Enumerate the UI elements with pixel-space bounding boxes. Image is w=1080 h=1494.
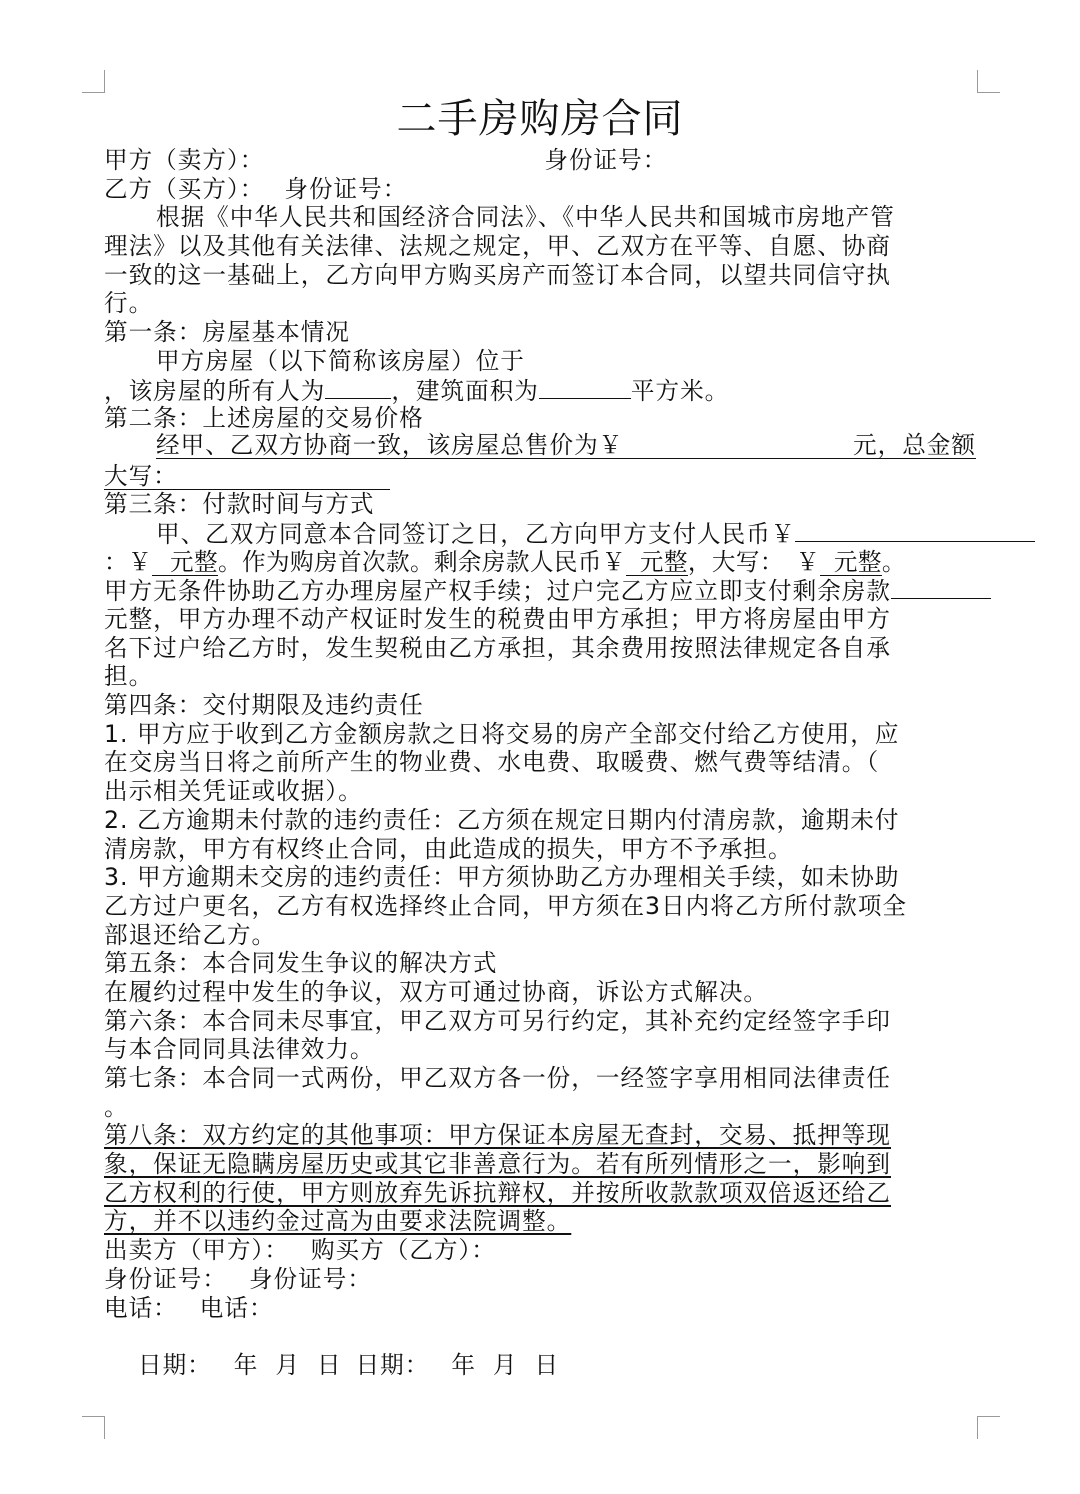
article5-heading: 第五条：本合同发生争议的解决方式 xyxy=(104,949,498,978)
article2-amount-words: 大写： xyxy=(104,464,390,490)
article3-amount-a: 元整 xyxy=(152,550,218,576)
article7-line: 第七条：本合同一式两份，甲乙双方各一份，一经签字享用相同法律责任 xyxy=(104,1064,891,1092)
article1-owner-label: ，该房屋的所有人为 xyxy=(104,376,326,405)
article2-price-underlined xyxy=(156,430,976,459)
signature-buyer-date-label: 日期： xyxy=(355,1350,430,1379)
area-blank xyxy=(539,376,631,399)
article4-line: 在交房当日将之前所产生的物业费、水电费、取暖费、燃气费等结清。（ xyxy=(104,748,880,777)
article2-line xyxy=(104,462,1080,491)
seller-label: 甲方（卖方）： xyxy=(104,146,265,174)
buyer-line xyxy=(104,175,1080,204)
signature-buyer-id-label: 身份证号： xyxy=(248,1264,372,1293)
signature-phone-line xyxy=(104,1294,1080,1323)
article3-symbol: ：￥ xyxy=(104,547,152,576)
signature-seller-date-label: 日期： xyxy=(138,1350,212,1379)
article3-line xyxy=(104,548,1080,577)
article4-line: 清房款，甲方有权终止合同，由此造成的损失，甲方不予承担。 xyxy=(104,834,793,863)
signature-party-line xyxy=(104,1236,1080,1265)
article3-transfer: 甲方无条件协助乙方办理房屋产权手续；过户完乙方应立即支付剩余房款 xyxy=(104,577,891,606)
signature-buyer-phone-label: 电话： xyxy=(199,1293,274,1322)
contract-body xyxy=(104,146,1080,1379)
signature-id-line xyxy=(104,1265,1080,1294)
article3-first-payment: 甲、乙双方同意本合同签订之日，乙方向甲方支付人民币￥ xyxy=(156,519,796,548)
signature-seller-date: 年 月 日 xyxy=(233,1350,342,1379)
article3-amount-b: 元整 xyxy=(626,550,688,576)
first-payment-blank xyxy=(795,519,1035,542)
document-title: 二手房购房合同 xyxy=(396,96,684,142)
buyer-label: 乙方（买方）： xyxy=(104,174,265,203)
article3-line xyxy=(104,519,1080,548)
article1-area-label: ，建筑面积为 xyxy=(391,376,539,405)
article7-line: 。 xyxy=(104,1092,129,1121)
article8-line: 乙方权利的行使，甲方则放弃先诉抗辩权，并按所收款款项双倍返还给乙 xyxy=(104,1178,891,1207)
article5-line: 在履约过程中发生的争议，双方可通过协商，诉讼方式解决。 xyxy=(104,977,769,1006)
article4-line: 2. 乙方逾期未付款的违约责任：乙方须在规定日期内付清房款，逾期未付 xyxy=(104,805,900,834)
article3-heading: 第三条：付款时间与方式 xyxy=(104,490,375,519)
article3-remaining: 。作为购房首次款。剩余房款人民币￥ xyxy=(218,547,626,576)
signature-seller-label: 出卖方（甲方）： xyxy=(104,1236,289,1265)
article3-symbol-b: ￥ xyxy=(795,547,820,576)
article8-line: 象，保证无隐瞒房屋历史或其它非善意行为。若有所列情形之一，影响到 xyxy=(104,1150,891,1179)
article2-heading: 第二条：上述房屋的交易价格 xyxy=(104,404,424,433)
article3-line: 名下过户给乙方时，发生契税由乙方承担，其余费用按照法律规定各自承 xyxy=(104,633,891,662)
signature-seller-phone-label: 电话： xyxy=(104,1293,178,1322)
signature-seller-id-label: 身份证号： xyxy=(104,1264,227,1293)
signature-buyer-date: 年 月 日 xyxy=(451,1350,560,1379)
article3-period: 。 xyxy=(881,547,906,576)
article4-line: 3. 甲方逾期未交房的违约责任：甲方须协助乙方办理相关手续，如未协助 xyxy=(104,863,900,892)
remaining-blank xyxy=(891,576,991,599)
buyer-id-label: 身份证号： xyxy=(284,174,408,203)
crop-mark-top-right xyxy=(977,70,1000,93)
signature-buyer-label: 购买方（乙方）： xyxy=(310,1236,496,1265)
article1-heading: 第一条：房屋基本情况 xyxy=(104,318,350,347)
article1-area-unit: 平方米。 xyxy=(630,376,730,405)
article2-total-label: 元，总金额 xyxy=(853,430,976,459)
article2-price-label: 经甲、乙双方协商一致，该房屋总售价为￥ xyxy=(156,430,624,459)
preamble-line: 一致的这一基础上，乙方向甲方购买房产而签订本合同，以望共同信守执 xyxy=(104,260,891,289)
preamble-line: 行。 xyxy=(104,289,154,318)
article1-line: 甲方房屋（以下简称该房屋）位于 xyxy=(156,346,525,375)
owner-blank xyxy=(325,376,391,399)
article3-line xyxy=(104,576,1080,605)
article4-line: 乙方过户更名，乙方有权选择终止合同，甲方须在3日内将乙方所付款项全 xyxy=(104,891,908,920)
article4-line: 出示相关凭证或收据）。 xyxy=(104,777,363,806)
article3-line: 元整，甲方办理不动产权证时发生的税费由甲方承担；甲方将房屋由甲方 xyxy=(104,605,891,633)
article3-amount-c: 元整 xyxy=(820,550,882,576)
article6-line: 与本合同同具法律效力。 xyxy=(104,1035,375,1064)
article3-line: 担。 xyxy=(104,662,154,691)
article4-heading: 第四条：交付期限及违约责任 xyxy=(104,691,424,720)
preamble-line: 根据《中华人民共和国经济合同法》、《中华人民共和国城市房地产管 xyxy=(156,203,895,232)
article8-line: 方，并不以违约金过高为由要求法院调整。 xyxy=(104,1207,572,1236)
article3-words-label: ，大写： xyxy=(687,547,784,576)
article8-line: 第八条：双方约定的其他事项：甲方保证本房屋无查封，交易、抵押等现 xyxy=(104,1121,891,1150)
preamble-line: 理法》以及其他有关法律、法规之规定，甲、乙双方在平等、自愿、协商 xyxy=(104,232,891,261)
article1-line xyxy=(104,376,1080,405)
signature-date-line xyxy=(104,1322,1080,1379)
seller-line xyxy=(104,146,1080,175)
article4-line: 部退还给乙方。 xyxy=(104,920,277,949)
crop-mark-bottom-left xyxy=(82,1416,105,1439)
article6-line: 第六条：本合同未尽事宜，甲乙双方可另行约定，其补充约定经签字手印 xyxy=(104,1006,891,1035)
seller-id-label: 身份证号： xyxy=(544,146,668,174)
article4-line: 1. 甲方应于收到乙方金额房款之日将交易的房产全部交付给乙方使用，应 xyxy=(104,719,900,748)
crop-mark-top-left xyxy=(82,70,105,93)
article2-line xyxy=(104,430,1028,462)
crop-mark-bottom-right xyxy=(977,1416,1000,1439)
